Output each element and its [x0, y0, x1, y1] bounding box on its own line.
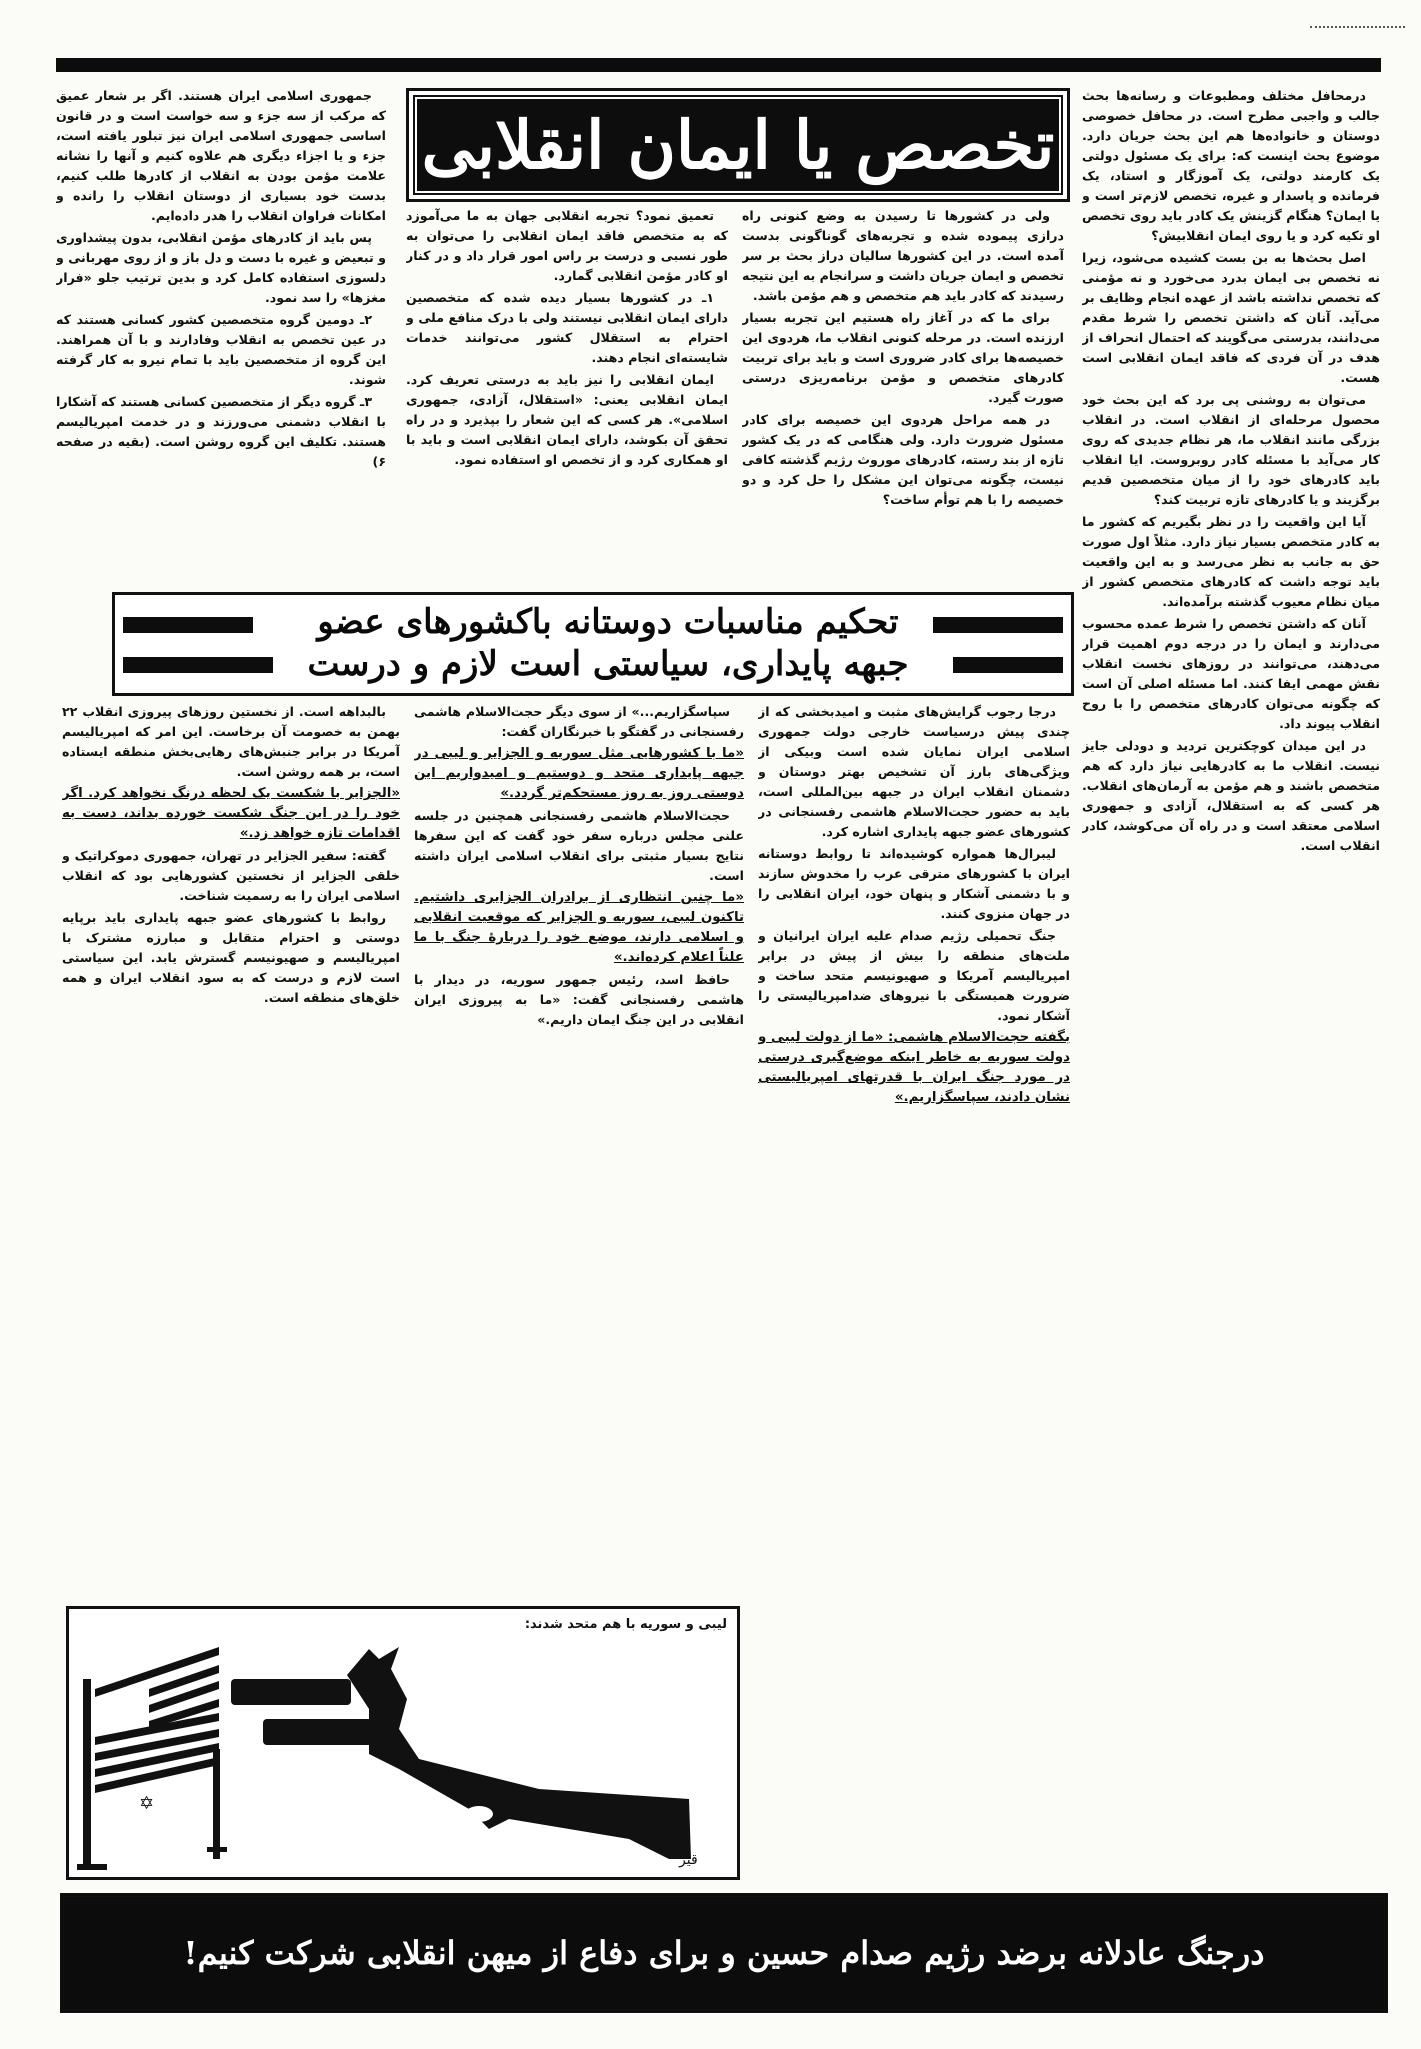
article1-mid-right-column	[742, 206, 1064, 576]
paragraph: ۳ـ گروه دیگر از متخصصین کسانی هستند که آشکارا با انقلاب دشمنی می‌ورزند و در خدمت امپریالیسم هستند. تکلیف این گروه روشن است. (بقیه در صفحه ۶)	[56, 394, 386, 469]
headline-bar	[933, 617, 1063, 633]
paragraph: حجت‌الاسلام هاشمی رفسنجانی همچنین در جلسه علنی مجلس درباره سفر خود گفت که این سفرها نتایج بسیار مثبتی برای انقلاب اسلامی ایران داشته است.	[414, 808, 744, 883]
paragraph: لیبرال‌ها همواره کوشیده‌اند تا روابط دوستانه ایران با کشورهای مترقی عرب را مخدوش سازند و با دشمنی آشکار و پنهان خود، ایران انقلابی را در جهان منزوی کنند.	[758, 846, 1070, 921]
headline-bar	[953, 657, 1063, 673]
paragraph: ۱ـ در کشورها بسیار دیده شده که متخصصین دارای ایمان انقلابی نیستند ولی با درک منافع ملی و احترام به استقلال کشور می‌توانند خدمات شایسته‌ای انجام دهند.	[406, 290, 728, 365]
second-headline-box	[112, 592, 1074, 696]
paragraph: در همه مراحل هردوی این خصیصه برای کادر مسئول ضرورت دارد. ولی هنگامی که در یک کشور تازه از بند رسته، کادرهای موروث رژیم گذشته کافی نیست، چگونه می‌توان این مشکل را حل کرد و دو خصیصه را با هم توأم ساخت؟	[742, 412, 1064, 507]
article1-left-column	[56, 86, 386, 574]
paragraph: آیا این واقعیت را در نظر بگیریم که کشور ما به کادر متخصص بسیار نیاز دارد. مثلاً اول صورت حق به جانب به نظر می‌رسد و به این واقعیت باید توجه داشت که کادرهای متخصص کشور از میان نظام معیوب گذشته برآمده‌اند.	[1082, 514, 1380, 609]
article1-right-column	[1082, 86, 1380, 1876]
article2-middle-column	[414, 702, 744, 1592]
paragraph: ایمان انقلابی را نیز باید به درستی تعریف کرد. ایمان انقلابی یعنی: «استقلال، آزادی، جمهوری اسلامی». هر کسی که این شعار را بپذیرد و در راه تحقق آن بکوشد، دارای ایمان انقلابی است و باید با او همکاری کرد و از تخصص او استفاده نمود.	[406, 372, 728, 467]
cartoon-drawing	[69, 1609, 737, 1877]
main-headline: تخصص یا ایمان انقلابی	[421, 106, 1055, 184]
article1-mid-left-column	[406, 206, 728, 576]
paragraph: روابط با کشورهای عضو جبهه پایداری باید برپایه دوستی و احترام متقابل و مبارزه مشترک با امپریالیسم و صهیونیسم گسترش یابد. این سیاستی است لازم و درست که به سود انقلاب ایران و همه خلق‌های منطقه است.	[62, 910, 400, 1005]
paragraph: برای ما که در آغاز راه هستیم این تجربه بسیار ارزنده است. در مرحله کنونی انقلاب ما، هردوی این خصیصه‌ها برای کادر ضروری است و باید برای تربیت کادرهای متخصص و مؤمن برنامه‌ریزی درستی صورت گیرد.	[742, 310, 1064, 405]
paragraph: درجا رجوب گرایش‌های مثبت و امیدبخشی که از چندی پیش درسیاست خارجی دولت جمهوری اسلامی ایران نمایان شده است وبیکی از ویژگی‌های بارز آن تشخیص بهتر دوستان و دشمنان انقلاب ایران در جبهه بین‌المللی است، باید به حضور حجت‌الاسلام هاشمی رفسنجانی در کشورهای عضو جبهه پایداری اشاره کرد.	[758, 704, 1070, 839]
paragraph: سپاسگزاریم...» از سوی دیگر حجت‌الاسلام هاشمی رفسنجانی در گفتگو با خبرنگاران گفت:	[414, 704, 744, 739]
paragraph: آنان که داشتن تخصص را شرط عمده محسوب می‌دارند و ایمان را در درجه دوم اهمیت قرار می‌دهند، می‌توانند در روزهای نخست انقلاب نقش مهمی ایفا کنند. اما مسئله اصلی آن است که چگونه می‌توان کادرهای متخصص را با روح انقلاب پیوند داد.	[1082, 616, 1380, 731]
cartoon-caption: لیبی و سوریه با هم متحد شدند:	[524, 1617, 727, 1632]
paragraph: گفته: سفیر الجزایر در تهران، جمهوری دموکراتیک و خلقی الجزایر از نخستین کشورهایی بود که انقلاب اسلامی ایران را به رسمیت شناخت.	[62, 848, 400, 903]
paragraph: ۲ـ دومین گروه متخصصین کشور کسانی هستند که در عین تخصص به انقلاب وفادارند و با آن همراهند. این گروه از متخصصین باید با تمام نیرو به کار گرفته شوند.	[56, 312, 386, 387]
paragraph: در این میدان کوچکترین تردید و دودلی جایز نیست. انقلاب ما به کادرهایی نیاز دارد که هم متخصص باشند و هم مؤمن به آرمان‌های انقلاب. هر کسی که به استقلال، آزادی و جمهوری اسلامی معتقد است و در راه آن می‌کوشد، کادر انقلاب است.	[1082, 738, 1380, 853]
double-barrel-gun-icon	[231, 1647, 691, 1859]
headline-bar	[123, 657, 273, 673]
article2-left-column	[62, 702, 400, 1592]
paragraph: پس باید از کادرهای مؤمن انقلابی، بدون پیشداوری و تبعیض و غیره با دست و دل باز و از روی مهربانی و دلسوزی استفاده کامل کرد و بدین ترتیب جلو «فرار مغزها» را سد نمود.	[56, 230, 386, 305]
paragraph: اصل بحث‌ها به بن بست کشیده می‌شود، زیرا نه تخصص بی ایمان بدرد می‌خورد و نه مؤمنی که تخصص نداشته باشد از عهده انجام وظایف بر می‌آید. آنان که داشتن تخصص را شرط مقدم می‌دانند، بدرستی می‌گویند که احتمال انحراف از هدف در آن فردی که فاقد ایمان انقلابی است هست.	[1082, 250, 1380, 385]
paragraph: می‌توان به روشنی پی برد که این بحث خود محصول مرحله‌ای از انقلاب است. در انقلاب بزرگی مانند انقلاب ما، هر نظام جدیدی که روی کار می‌آید با مسئله کادر روبروست. ایا انقلاب باید کادرهای خود را از میان متخصصین قدیم برگزیند و یا کادرهای تازه تربیت کند؟	[1082, 392, 1380, 507]
flag-icon	[77, 1647, 227, 1870]
corner-mark	[1310, 4, 1405, 28]
political-cartoon	[66, 1606, 740, 1880]
paragraph: جمهوری اسلامی ایران هستند. اگر بر شعار عمیق که مرکب از سه جزء و سه خواست است و در قانون اساسی جمهوری اسلامی ایران نیز تبلور یافته است، جزء و یا اجزاء دیگری هم علاوه کنیم و آنها را نشانه علامت مؤمن بودن به انقلاب از کادرها طلب کنیم، بدست خود بسیاری از دوستان انقلاب را رانده و امکانات فراوان انقلاب را هدر داده‌ایم.	[56, 88, 386, 223]
top-rule	[56, 58, 1381, 72]
svg-text:✡: ✡	[139, 1793, 155, 1814]
banner-slogan: درجنگ عادلانه برضد رژیم صدام حسین و برای دفاع از میهن انقلابی شرکت کنیم!	[183, 1934, 1265, 1972]
cartoon-signature: قیر	[679, 1852, 698, 1868]
quote-paragraph: بگفته حجت‌الاسلام هاشمی: «ما از دولت لیبی و دولت سوریه به خاطر اینکه موضع‌گیری درستی در مورد جنگ ایران با قدرتهای امپریالیستی نشان دادند، سپاسگزاریم.»	[758, 1030, 1070, 1105]
paragraph: تعمیق نمود؟ تجربه انقلابی جهان به ما می‌آموزد که به متخصص فاقد ایمان انقلابی را می‌توان به طور نسبی و درست بر راس امور قرار داد و در کنار او کادر مؤمن انقلابی گمارد.	[406, 208, 728, 283]
article2-right-column	[758, 702, 1070, 1872]
paragraph: جنگ تحمیلی رژیم صدام علیه ایران ایرانیان و ملت‌های منطقه را بیش از پیش در برابر امپریالیسم آمریکا و صهیونیسم متحد ساخت و ضرورت همبستگی با نیروهای ضدامپریالیستی را آشکار نمود.	[758, 928, 1070, 1023]
paragraph: ولی در کشورها تا رسیدن به وضع کنونی راه درازی پیموده شده و تجربه‌های گوناگونی بدست آمده است. در این کشورها سالیان دراز بحث بر سر تخصص و ایمان جریان داشت و سرانجام به این نتیجه رسیدند که کادر باید هم متخصص و هم مؤمن باشد.	[742, 208, 1064, 303]
second-headline-line2: جبهه پایداری، سیاستی است لازم و درست	[307, 644, 909, 684]
headline-bar	[123, 617, 253, 633]
quote-paragraph: «ما چنین انتظاری از برادران الجزایری داشتیم. تاکنون لیبی، سوریه و الجزایر که موقعیت انقلابی و اسلامی دارند، موضع خود را دربارهٔ جنگ با ما علناً اعلام کرده‌اند.»	[414, 890, 744, 965]
main-headline-box	[406, 88, 1070, 202]
paragraph: حافظ اسد، رئیس جمهور سوریه، در دیدار با هاشمی رفسنجانی گفت: «ما به پیروزی ایران انقلابی در این جنگ ایمان داریم.»	[414, 972, 744, 1027]
paragraph: بالبداهه است. از نخستین روزهای پیروزی انقلاب ۲۲ بهمن به خصومت آن برخاست. این امر که امپریالیسم آمریکا در برابر جنبش‌های رهایی‌بخش منطقه ایستاده است، بر همه روشن است.	[62, 704, 400, 779]
quote-paragraph: «الجزایر با شکست یک لحظه درنگ نخواهد کرد. اگر خود را در این جنگ شکست خورده بداند، دست به اقدامات تازه خواهد زد.»	[62, 786, 400, 841]
bottom-banner	[60, 1893, 1388, 2013]
second-headline-line1: تحکیم مناسبات دوستانه باکشورهای عضو	[317, 602, 899, 642]
quote-paragraph: «ما با کشورهایی مثل سوریه و الجزایر و لیبی در جبهه پایداری متحد و دوستیم و امیدواریم این دوستی روز به روز مستحکم‌تر گردد.»	[414, 746, 744, 801]
paragraph: درمحافل مختلف ومطبوعات و رسانه‌ها بحث جالب و واجبی مطرح است. در محافل خصوصی دوستان و خانواده‌ها هم این بحث جریان دارد. موضوع بحث اینست که: برای یک مسئول دولتی یک کارمند دولتی، یک آموزگار و استاد، یک فرمانده و پاسدار و غیره، تخصص لازم‌تر است و یا ایمان؟ هنگام گزینش یک کادر باید روی تخصص او تکیه کرد و یا روی ایمان انقلابیش؟	[1082, 88, 1380, 243]
